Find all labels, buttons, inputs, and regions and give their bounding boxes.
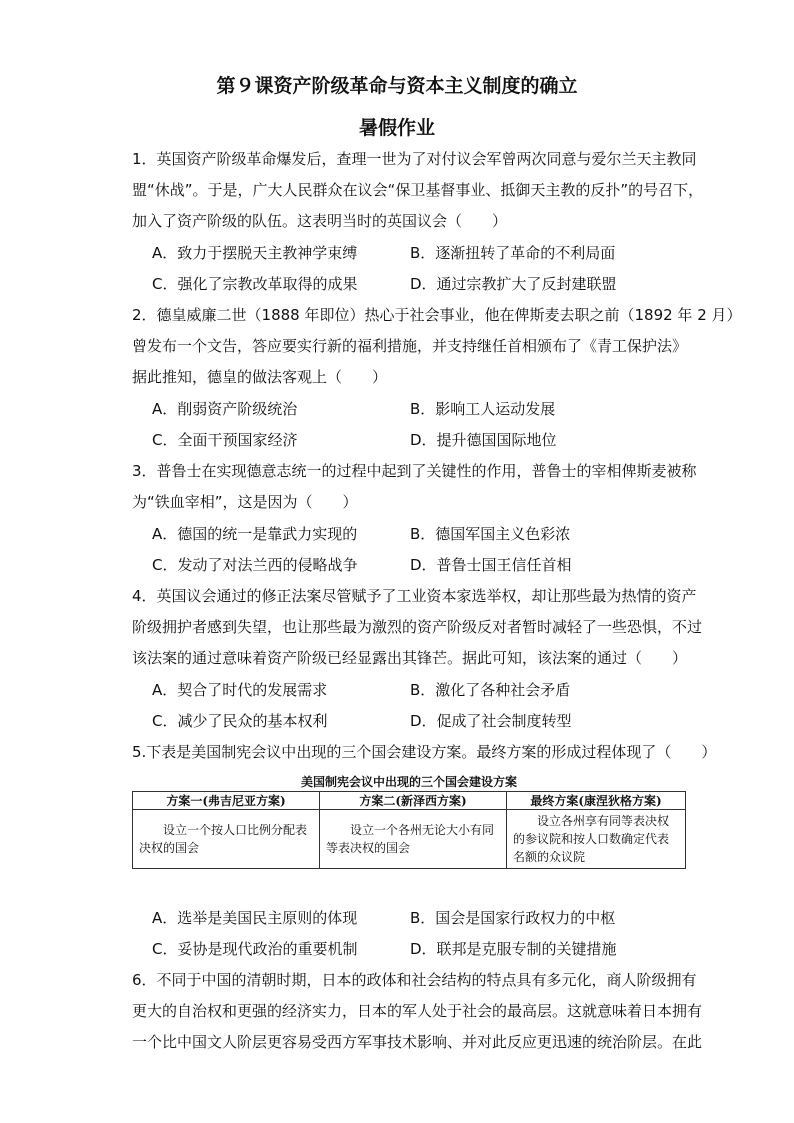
- question-1-stem-line: 1．英国资产阶级革命爆发后，查理一世为了对付议会军曾两次同意与爱尔兰天主教同: [132, 150, 697, 168]
- question-6-stem-line: 一个比中国文人阶层更容易受西方军事技术影响、并对此反应更迅速的统治阶层。在此: [132, 1033, 703, 1051]
- question-1-stem-line: 加入了资产阶级的队伍。这表明当时的英国议会（ ）: [132, 212, 508, 230]
- assignment-subtitle: 暑假作业: [358, 117, 435, 139]
- question-3-option-c: C．发动了对法兰西的侵略战争: [152, 556, 358, 574]
- question-3-stem-line: 为“铁血宰相”，这是因为（ ）: [132, 493, 358, 511]
- question-1-option-d: D．通过宗教扩大了反封建联盟: [410, 275, 617, 293]
- question-3-option-b: B．德国军国主义色彩浓: [410, 525, 571, 543]
- question-5-option-a: A．选举是美国民主原则的体现: [152, 909, 358, 927]
- question-6-stem-line: 更大的自治权和更强的经济实力，日本的军人处于社会的最高层。这就意味着日本拥有: [132, 1002, 703, 1020]
- table-header-cell: 方案二(新泽西方案): [320, 792, 507, 810]
- question-1-option-b: B．逐渐扭转了革命的不利局面: [410, 244, 616, 262]
- question-4-stem-line: 阶级拥护者感到失望，也让那些最为激烈的资产阶级反对者暂时减轻了一些恐惧，不过: [132, 618, 703, 636]
- table-header-row: [133, 792, 686, 810]
- question-5-option-c: C．妥协是现代政治的重要机制: [152, 940, 358, 958]
- table-cell: 设立一个各州无论大小有同等表决权的国会: [320, 810, 507, 869]
- table-cell: 设立一个按人口比例分配表决权的国会: [133, 810, 320, 869]
- question-4-stem-line: 4．英国议会通过的修正法案尽管赋予了工业资本家选举权，却让那些最为热情的资产: [132, 587, 697, 605]
- question-1-option-a: A．致力于摆脱天主教神学束缚: [152, 244, 358, 262]
- question-6-stem-line: 6．不同于中国的清朝时期，日本的政体和社会结构的特点具有多元化，商人阶级拥有: [132, 971, 697, 989]
- question-5-option-d: D．联邦是克服专制的关键措施: [410, 940, 617, 958]
- question-3-stem-line: 3．普鲁士在实现德意志统一的过程中起到了关键性的作用，普鲁士的宰相俾斯麦被称: [132, 462, 697, 480]
- question-4-option-b: B．激化了各种社会矛盾: [410, 681, 571, 699]
- question-4-stem-line: 该法案的通过意味着资产阶级已经显露出其锋芒。据此可知，该法案的通过（ ）: [132, 649, 688, 667]
- question-5-option-b: B．国会是国家行政权力的中枢: [410, 909, 616, 927]
- question-2-stem-line: 曾发布一个文告，答应要实行新的福利措施，并支持继任首相颁布了《青工保护法》: [132, 337, 688, 355]
- lesson-title: 第９课资产阶级革命与资本主义制度的确立: [216, 75, 578, 97]
- question-2-stem-line: 据此推知，德皇的做法客观上（ ）: [132, 368, 388, 386]
- question-3-option-d: D．普鲁士国王信任首相: [410, 556, 572, 574]
- question-2-option-d: D．提升德国国际地位: [410, 431, 557, 449]
- question-1-stem-line: 盟“休战”。于是，广大人民群众在议会“保卫基督事业、抵御天主教的反扑”的号召下，: [132, 181, 704, 199]
- table-header-cell: 方案一(弗吉尼亚方案): [133, 792, 320, 810]
- question-2-option-c: C．全面干预国家经济: [152, 431, 298, 449]
- table-cell: 设立各州享有同等表决权的参议院和按人口数确定代表名额的众议院: [507, 810, 686, 869]
- question-2-stem-line: 2．德皇威廉二世（1888 年即位）热心于社会事业，他在俾斯麦去职之前（1892 年 2 月）: [132, 306, 742, 324]
- table-caption: 美国制宪会议中出现的三个国会建设方案: [300, 775, 517, 789]
- question-3-option-a: A．德国的统一是靠武力实现的: [152, 525, 358, 543]
- table-header-cell: 最终方案(康涅狄格方案): [507, 792, 686, 810]
- table-row: [133, 810, 686, 869]
- question-2-option-b: B．影响工人运动发展: [410, 400, 556, 418]
- question-2-option-a: A．削弱资产阶级统治: [152, 400, 298, 418]
- question-1-option-c: C．强化了宗教改革取得的成果: [152, 275, 358, 293]
- congress-plans-table: [132, 791, 686, 869]
- question-4-option-a: A．契合了时代的发展需求: [152, 681, 328, 699]
- question-4-option-d: D．促成了社会制度转型: [410, 712, 572, 730]
- question-4-option-c: C．减少了民众的基本权利: [152, 712, 328, 730]
- question-5-stem-line: 5.下表是美国制宪会议中出现的三个国会建设方案。最终方案的形成过程体现了（ ）: [132, 743, 717, 761]
